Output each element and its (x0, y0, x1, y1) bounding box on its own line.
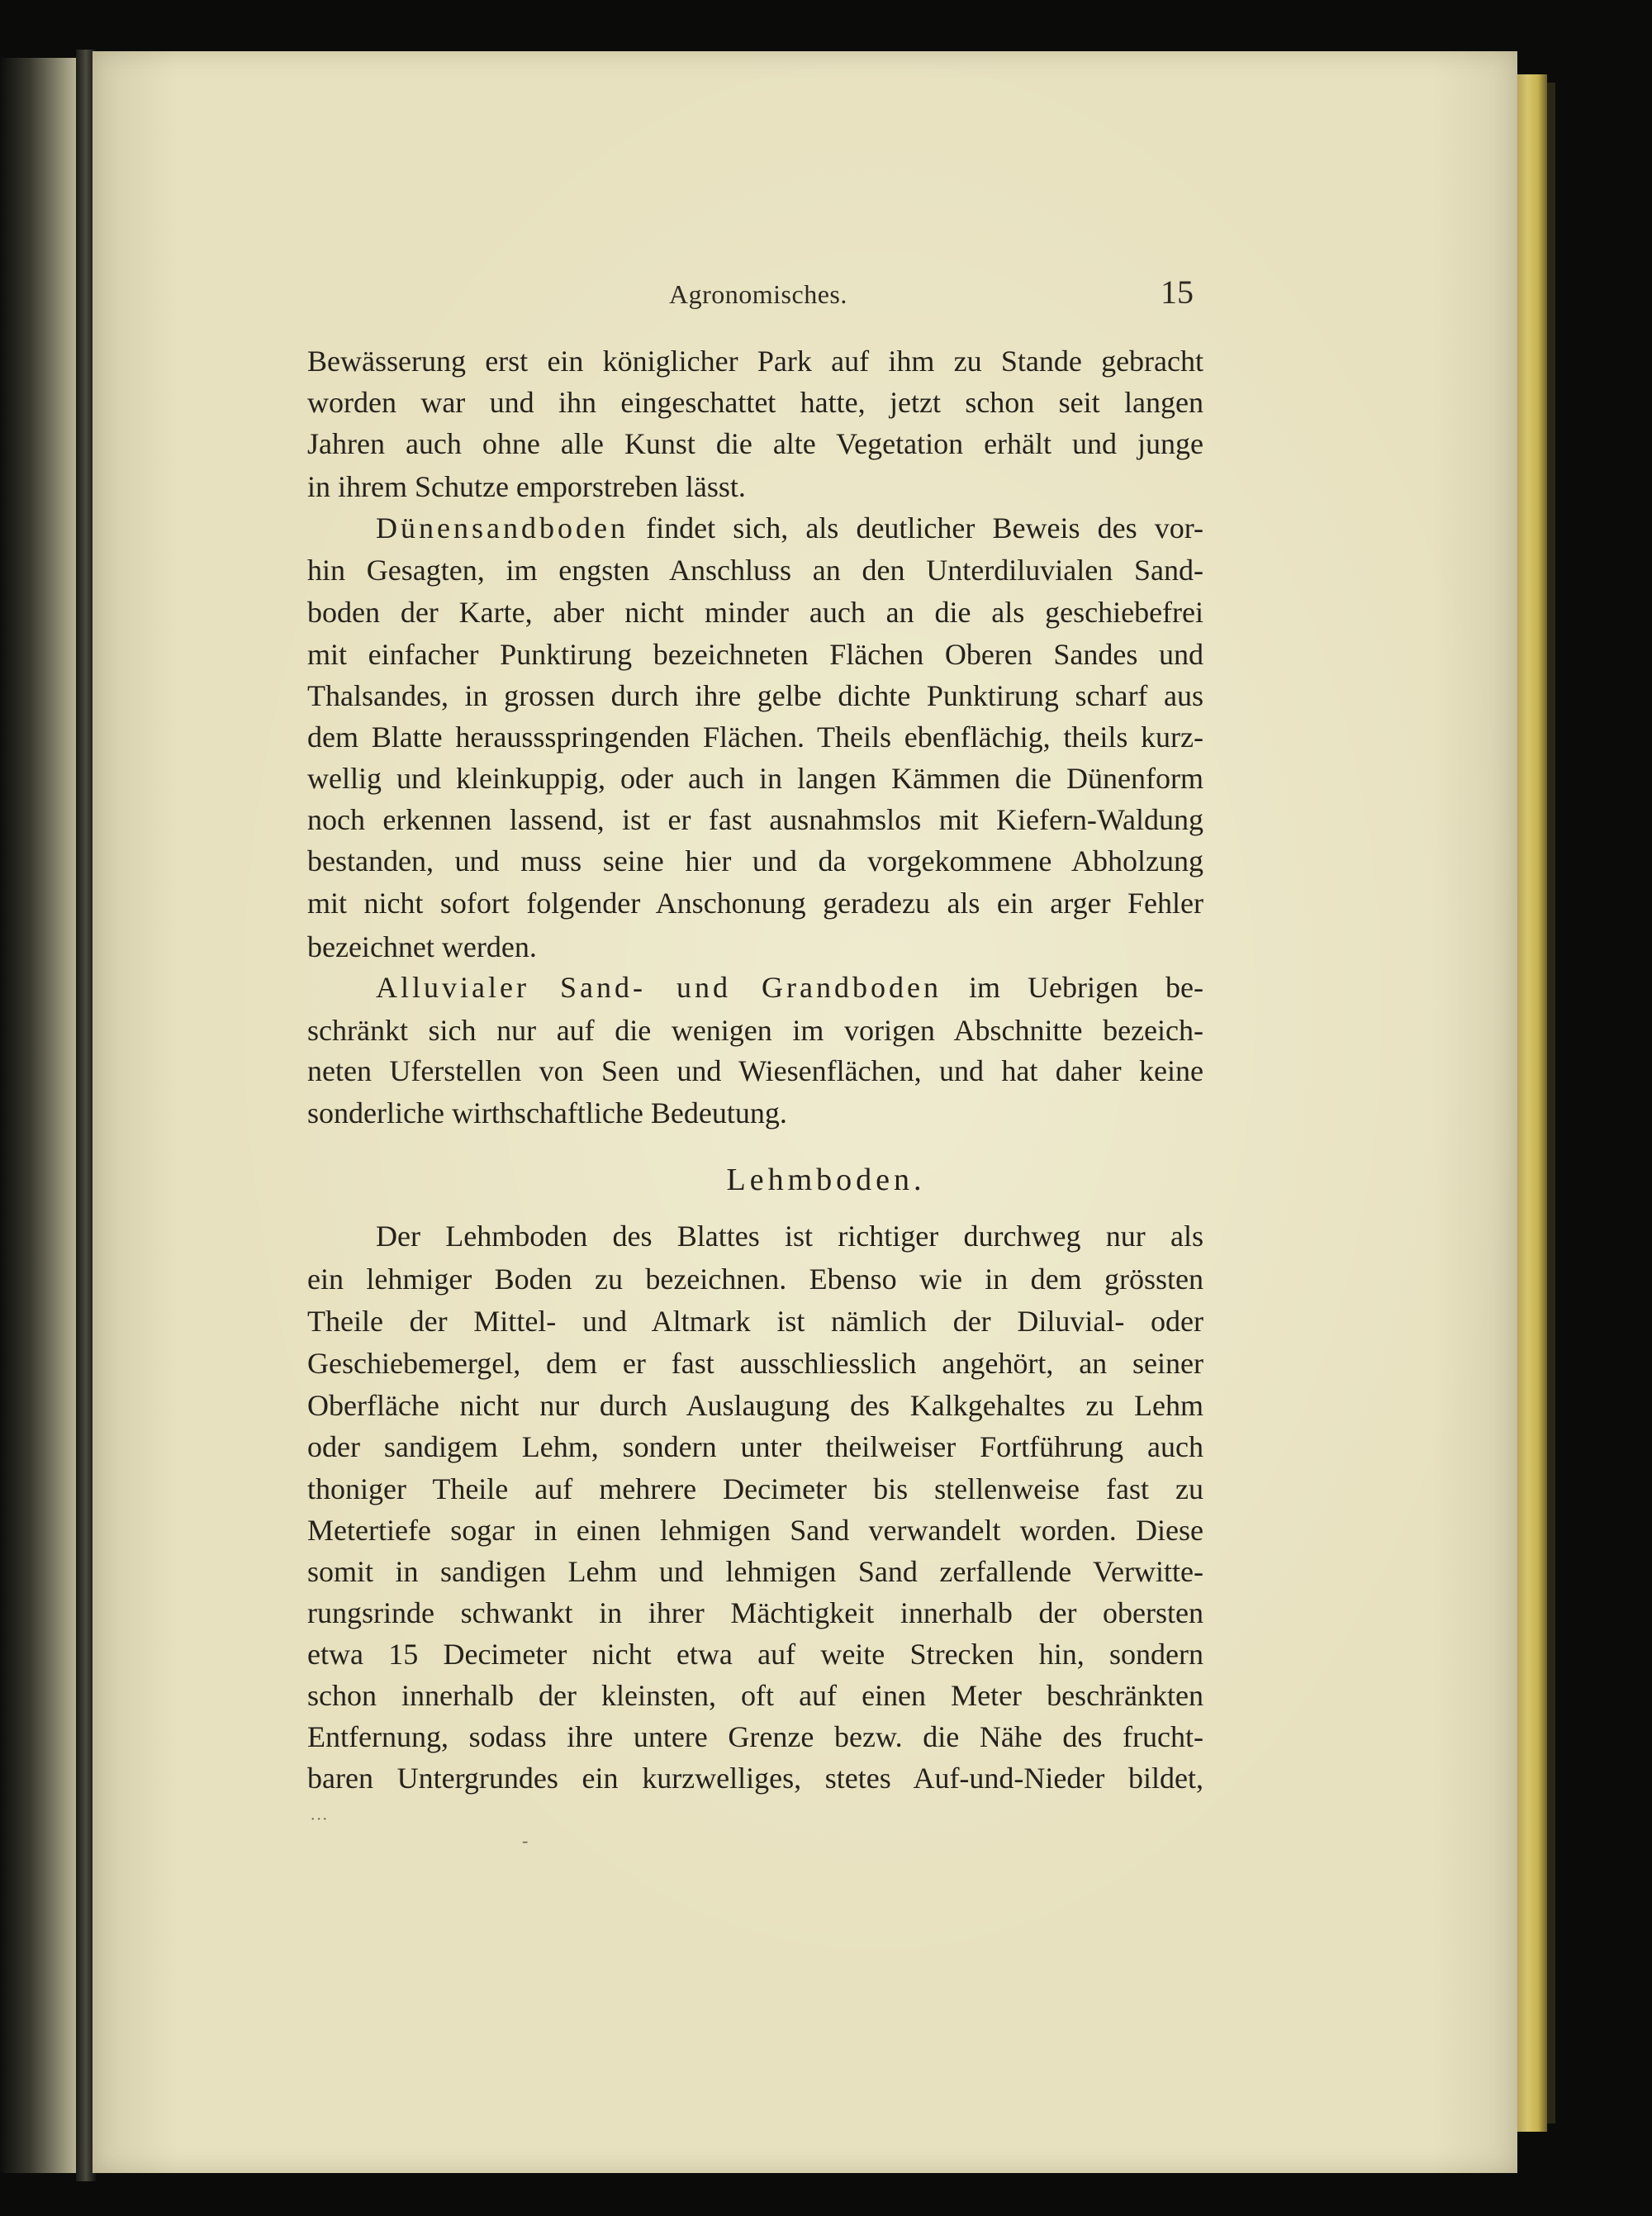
paragraph-first-line (376, 969, 1203, 1006)
text-line: neten Uferstellen von Seen und Wiesenflächen, und hat daher keine (307, 1054, 1203, 1087)
paper-speck: ˙˙˙ (310, 1814, 328, 1834)
text-line: worden war und ihn eingeschattet hatte, jetzt schon seit langen (307, 386, 1203, 419)
text-line: Bewässerung erst ein königlicher Park auf ihm zu Stande gebracht (307, 345, 1203, 378)
text-line: Jahren auch ohne alle Kunst die alte Vegetation erhält und junge (307, 427, 1203, 460)
text-line: in ihrem Schutze emporstreben lässt. (307, 470, 746, 503)
text-line: mit nicht sofort folgender Anschonung geradezu als ein arger Fehler (307, 887, 1203, 920)
text-line: noch erkennen lassend, ist er fast ausnahmslos mit Kiefern-Waldung (307, 803, 1203, 836)
text-line: boden der Karte, aber nicht minder auch an die als geschiebefrei (307, 596, 1203, 629)
text-line: bezeichnet werden. (307, 930, 537, 963)
text-line: bestanden, und muss seine hier und da vorgekommene Abholzung (307, 844, 1203, 877)
page-number: 15 (1161, 273, 1194, 311)
text-line: schränkt sich nur auf die wenigen im vorigen Abschnitte bezeich- (307, 1014, 1203, 1047)
text-line: Theile der Mittel- und Altmark ist nämlich der Diluvial- oder (307, 1305, 1203, 1338)
text-line: somit in sandigen Lehm und lehmigen Sand zerfallende Verwitte- (307, 1555, 1203, 1588)
text-line: dem Blatte heraussspringenden Flächen. Theils ebenflächig, theils kurz- (307, 720, 1203, 754)
text-line: Oberfläche nicht nur durch Auslaugung des Kalkgehaltes zu Lehm (307, 1389, 1203, 1422)
term-duenensandboden: Dünensandboden (376, 511, 629, 544)
running-title: Agronomisches. (669, 279, 847, 309)
text-line: Thalsandes, in grossen durch ihre gelbe dichte Punktirung scharf aus (307, 679, 1203, 712)
text-line: Geschiebemergel, dem er fast ausschliesslich angehört, an seiner (307, 1347, 1203, 1380)
text-span: findet sich, als deutlicher Beweis des vor- (646, 511, 1204, 544)
text-line: Der Lehmboden des Blattes ist richtiger durchweg nur als (376, 1220, 1203, 1253)
text-line: etwa 15 Decimeter nicht etwa auf weite Strecken hin, sondern (307, 1638, 1203, 1671)
text-line: sonderliche wirthschaftliche Bedeutung. (307, 1096, 787, 1129)
text-line: hin Gesagten, im engsten Anschluss an den Unterdiluvialen Sand- (307, 554, 1203, 587)
text-line: baren Untergrundes ein kurzwelliges, stetes Auf-und-Nieder bildet, (307, 1762, 1203, 1795)
text-line: rungsrinde schwankt in ihrer Mächtigkeit innerhalb der obersten (307, 1596, 1203, 1629)
paragraph-first-line (376, 510, 1203, 546)
section-heading: Lehmboden. (726, 1163, 926, 1197)
term-alluvialer-sand: Alluvialer Sand- und Grandboden (376, 971, 942, 1004)
paper-speck: - (522, 1830, 529, 1851)
text-span: im Uebrigen be- (969, 971, 1203, 1004)
text-line: oder sandigem Lehm, sondern unter theilweiser Fortführung auch (307, 1430, 1203, 1463)
text-line: schon innerhalb der kleinsten, oft auf einen Meter beschränkten (307, 1679, 1203, 1712)
text-line: Metertiefe sogar in einen lehmigen Sand verwandelt worden. Diese (307, 1514, 1203, 1547)
text-line: Entfernung, sodass ihre untere Grenze bezw. die Nähe des frucht- (307, 1720, 1203, 1753)
text-line: thoniger Theile auf mehrere Decimeter bis stellenweise fast zu (307, 1472, 1203, 1505)
text-line: ein lehmiger Boden zu bezeichnen. Ebenso wie in dem grössten (307, 1263, 1203, 1296)
text-line: mit einfacher Punktirung bezeichneten Flächen Oberen Sandes und (307, 638, 1203, 671)
text-line: wellig und kleinkuppig, oder auch in langen Kämmen die Dünenform (307, 762, 1203, 795)
